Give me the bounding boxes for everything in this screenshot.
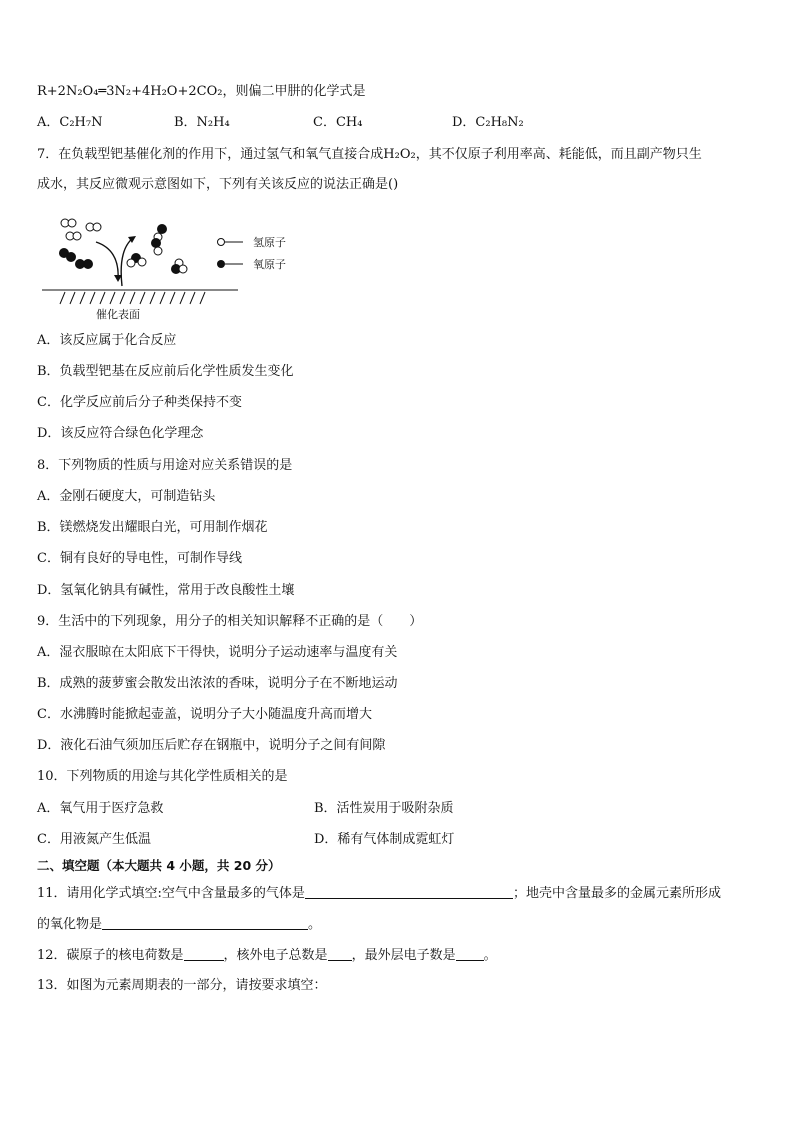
q9-option-c[interactable]: C．水沸腾时能掀起壶盖，说明分子大小随温度升高而增大 [37, 707, 372, 722]
q10-option-a[interactable]: A．氧气用于医疗急救 [37, 801, 164, 816]
q9-option-b[interactable]: B．成熟的菠萝蜜会散发出浓浓的香味，说明分子在不断地运动 [37, 676, 398, 691]
legend-h-symbol [218, 239, 225, 246]
q12-text-1: 12．碳原子的核电荷数是 [37, 948, 184, 963]
q12-text-4: 。 [483, 948, 497, 963]
q6-option-d[interactable]: D．C₂H₈N₂ [452, 115, 524, 130]
surface-label: 催化表面 [96, 308, 140, 321]
q10-stem: 10．下列物质的用途与其化学性质相关的是 [37, 769, 288, 784]
catalyst-surface-hatch [60, 292, 205, 304]
product-molecules [127, 225, 187, 274]
q12-blank-1[interactable] [184, 946, 224, 961]
q7-option-b[interactable]: B．负载型钯基在反应前后化学性质发生变化 [37, 364, 294, 379]
q11-text-2: ；地壳中含量最多的金属元素所形成 [512, 886, 721, 901]
q9-option-a[interactable]: A．湿衣服晾在太阳底下干得快，说明分子运动速率与温度有关 [37, 645, 398, 660]
q11-blank-1[interactable] [305, 884, 513, 899]
q6-option-b[interactable]: B．N₂H₄ [174, 115, 230, 130]
q11-text-4: 。 [308, 917, 322, 932]
q8-option-b[interactable]: B．镁燃烧发出耀眼白光，可用制作烟花 [37, 520, 268, 535]
q7-option-a[interactable]: A．该反应属于化合反应 [37, 333, 177, 348]
q7-option-d[interactable]: D．该反应符合绿色化学理念 [37, 426, 204, 441]
legend-h-label: 氢原子 [253, 236, 286, 249]
legend-o-symbol [217, 260, 225, 268]
q11-blank-2[interactable] [102, 915, 308, 930]
q6-option-a[interactable]: A．C₂H₇N [37, 115, 103, 130]
q9-option-d[interactable]: D．液化石油气须加压后贮存在钢瓶中，说明分子之间有间隙 [37, 738, 386, 753]
q11-line2 [37, 915, 321, 934]
oxygen-molecule [60, 249, 93, 269]
q12-text-3: ，最外层电子数是 [351, 948, 456, 963]
q11-text-3: 的氧化物是 [37, 917, 103, 932]
q12-line [37, 946, 497, 965]
q7-stem-line2: 成水，其反应微观示意图如下，下列有关该反应的说法正确是() [37, 177, 399, 192]
q9-stem: 9．生活中的下列现象，用分子的相关知识解释不正确的是（ ） [37, 614, 423, 629]
hydrogen-molecule [61, 219, 101, 240]
q12-text-2: ，核外电子总数是 [223, 948, 328, 963]
q10-option-d[interactable]: D．稀有气体制成霓虹灯 [314, 832, 455, 847]
q6-option-c[interactable]: C．CH₄ [313, 115, 363, 130]
q7-reaction-diagram [38, 212, 300, 324]
q8-option-c[interactable]: C．铜有良好的导电性，可制作导线 [37, 551, 242, 566]
q10-option-c[interactable]: C．用液氮产生低温 [37, 832, 151, 847]
q8-stem: 8．下列物质的性质与用途对应关系错误的是 [37, 458, 293, 473]
q13-stem: 13．如图为元素周期表的一部分，请按要求填空： [37, 978, 327, 993]
q11-text-1: 11．请用化学式填空:空气中含量最多的气体是 [37, 886, 305, 901]
incoming-arrow [96, 242, 118, 280]
q7-option-c[interactable]: C．化学反应前后分子种类保持不变 [37, 395, 242, 410]
q11-line1 [37, 884, 721, 903]
q12-blank-2[interactable] [328, 946, 352, 961]
q12-blank-3[interactable] [456, 946, 484, 961]
legend-o-label: 氧原子 [253, 258, 286, 271]
q8-option-d[interactable]: D．氢氧化钠具有碱性，常用于改良酸性土壤 [37, 583, 295, 598]
q6-equation-line: R+2N₂O₄═3N₂+4H₂O+2CO₂，则偏二甲肼的化学式是 [37, 84, 366, 99]
q8-option-a[interactable]: A．金刚石硬度大，可制造钻头 [37, 489, 216, 504]
q7-stem-line1: 7．在负载型钯基催化剂的作用下，通过氢气和氧气直接合成H₂O₂，其不仅原子利用率高、耗能低，而且副产物只生 [37, 147, 702, 162]
section-title: 二、填空题（本大题共 4 小题，共 20 分） [37, 858, 281, 873]
q10-option-b[interactable]: B．活性炭用于吸附杂质 [314, 801, 454, 816]
